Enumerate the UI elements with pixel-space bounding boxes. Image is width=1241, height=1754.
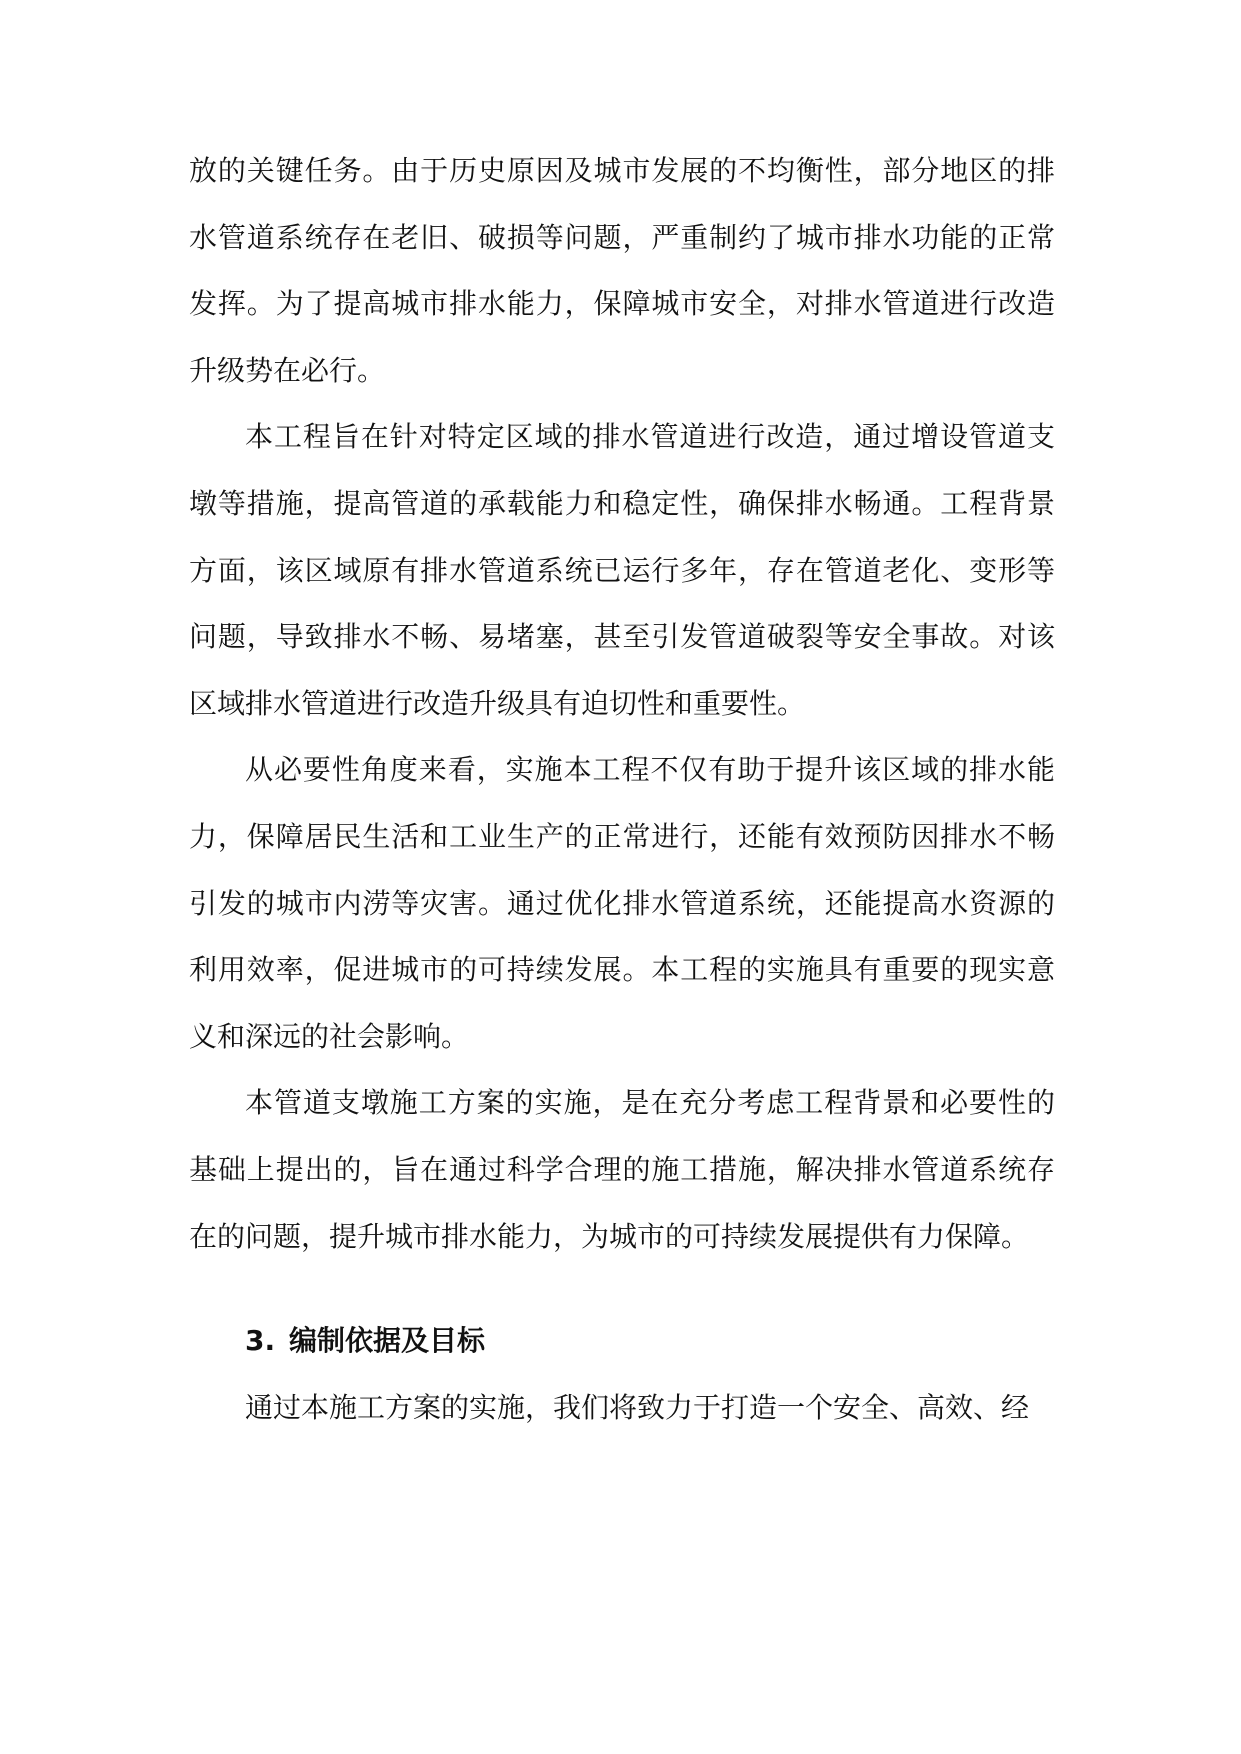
paragraph-plan-summary: 本管道支墩施工方案的实施，是在充分考虑工程背景和必要性的基础上提出的，旨在通过科学合理的施工措施，解决排水管道系统存在的问题，提升城市排水能力，为城市的可持续发展提供有力保障。: [189, 1086, 1055, 1253]
section-number: 3.: [245, 1324, 276, 1358]
paragraph-necessity: 从必要性角度来看，实施本工程不仅有助于提升该区域的排水能力，保障居民生活和工业生产的正常进行，还能有效预防因排水不畅引发的城市内涝等灾害。通过优化排水管道系统，还能提高水资源的利用效率，促进城市的可持续发展。本工程的实施具有重要的现实意义和深远的社会影响。: [189, 753, 1055, 1053]
section-title: 编制依据及目标: [289, 1324, 486, 1358]
document-body: [189, 138, 1055, 1441]
paragraph-project-background: 本工程旨在针对特定区域的排水管道进行改造，通过增设管道支墩等措施，提高管道的承载能力和稳定性，确保排水畅通。工程背景方面，该区域原有排水管道系统已运行多年，存在管道老化、变形等问题，导致排水不畅、易堵塞，甚至引发管道破裂等安全事故。对该区域排水管道进行改造升级具有迫切性和重要性。: [189, 420, 1055, 720]
section-heading: [189, 1308, 1055, 1375]
paragraph-continuation: 放的关键任务。由于历史原因及城市发展的不均衡性，部分地区的排水管道系统存在老旧、破损等问题，严重制约了城市排水功能的正常发挥。为了提高城市排水能力，保障城市安全，对排水管道进行改造升级势在必行。: [189, 154, 1055, 387]
paragraph-goal-intro: 通过本施工方案的实施，我们将致力于打造一个安全、高效、经: [245, 1390, 1030, 1424]
